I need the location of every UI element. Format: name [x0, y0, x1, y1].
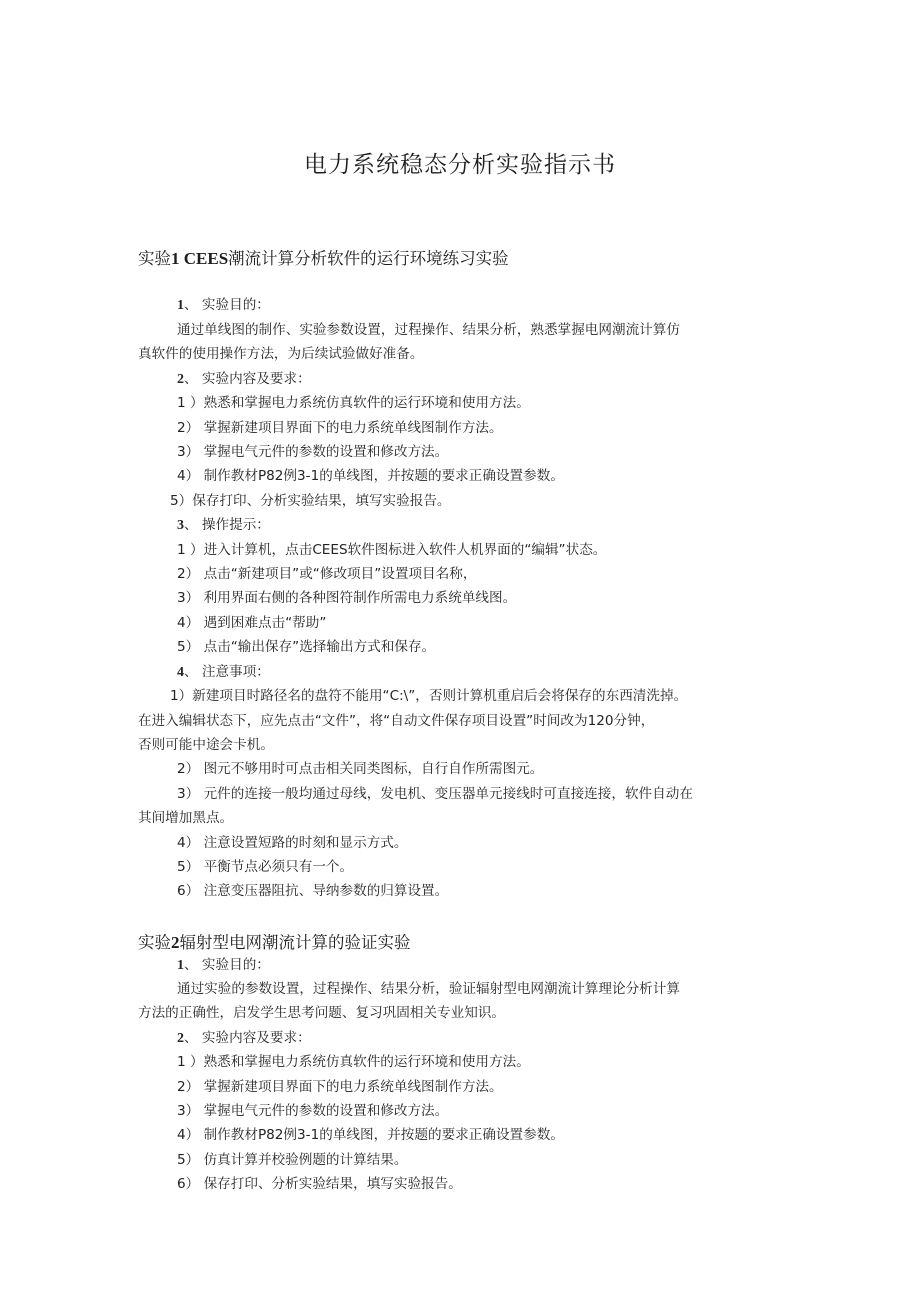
exp1-heading-rest: 潮流计算分析软件的运行环境练习实验 — [228, 249, 509, 268]
exp1-note1-line2: 在进入编辑状态下，应先点击“文件”，将“自动文件保存项目设置”时间改为120分钟， — [138, 713, 655, 729]
exp2-section1-header — [177, 955, 270, 976]
section-label: 、 实验内容及要求： — [184, 1030, 311, 1046]
section-label: 、 实验内容及要求： — [184, 371, 311, 387]
section-number: 1 — [177, 298, 184, 313]
exp2-req-item: 4） 制作教材P82例3-1的单线图，并按题的要求正确设置参数。 — [177, 1127, 564, 1143]
exp2-heading — [138, 929, 411, 953]
exp1-req-item: 5）保存打印、分析实验结果，填写实验报告。 — [170, 493, 451, 509]
section-label: 、 实验目的： — [184, 297, 270, 313]
exp2-heading-num: 2 — [171, 933, 180, 952]
exp1-tip-item: 4） 遇到困难点击“帮助” — [177, 615, 327, 631]
exp1-req-item: 2） 掌握新建项目界面下的电力系统单线图制作方法。 — [177, 420, 503, 436]
exp2-req-item: 2） 掌握新建项目界面下的电力系统单线图制作方法。 — [177, 1079, 503, 1095]
document-title: 电力系统稳态分析实验指示书 — [304, 152, 616, 178]
exp1-note3-line1: 3） 元件的连接一般均通过母线，发电机、变压器单元接线时可直接连接，软件自动在 — [177, 786, 693, 802]
exp1-note6: 6） 注意变压器阻抗、导纳参数的归算设置。 — [177, 883, 449, 899]
section-number: 1 — [177, 958, 184, 973]
exp1-req-item: 3） 掌握电气元件的参数的设置和修改方法。 — [177, 444, 449, 460]
section-label: 、 操作提示： — [184, 517, 270, 533]
exp1-note1-line3: 否则可能中途会卡机。 — [138, 737, 274, 753]
exp2-req-item: 1 ）熟悉和掌握电力系统仿真软件的运行环境和使用方法。 — [177, 1054, 530, 1070]
exp1-tip-item: 1 ）进入计算机，点击CEES软件图标进入软件人机界面的“编辑”状态。 — [177, 542, 607, 558]
exp1-section1-header — [177, 295, 270, 316]
exp1-purpose-line2: 真软件的使用操作方法，为后续试验做好准备。 — [138, 346, 424, 362]
exp1-tip-item: 2） 点击“新建项目”或“修改项目”设置项目名称， — [177, 566, 477, 582]
section-number: 4 — [177, 665, 184, 680]
exp1-section4-header — [177, 662, 270, 683]
exp2-req-item: 5） 仿真计算并校验例题的计算结果。 — [177, 1152, 408, 1168]
exp1-section3-header — [177, 515, 270, 536]
exp2-purpose-line2: 方法的正确性，启发学生思考问题、复习巩固相关专业知识。 — [138, 1005, 506, 1021]
exp1-note2: 2） 图元不够用时可点击相关同类图标，自行自作所需图元。 — [177, 761, 544, 777]
exp1-tip-item: 5） 点击“输出保存”选择输出方式和保存。 — [177, 639, 436, 655]
exp1-heading-num: 1 CEES — [171, 249, 229, 268]
exp2-purpose-line1: 通过实验的参数设置，过程操作、结果分析，验证辐射型电网潮流计算理论分析计算 — [177, 981, 680, 997]
section-number: 2 — [177, 1031, 184, 1046]
exp1-heading-prefix: 实验 — [138, 249, 171, 268]
exp2-heading-rest: 辐射型电网潮流计算的验证实验 — [179, 933, 411, 952]
exp1-tip-item: 3） 利用界面右侧的各种图符制作所需电力系统单线图。 — [177, 590, 517, 606]
exp2-section2-header — [177, 1028, 311, 1049]
exp2-req-item: 3） 掌握电气元件的参数的设置和修改方法。 — [177, 1103, 449, 1119]
exp2-heading-prefix: 实验 — [138, 933, 171, 952]
exp1-note4: 4） 注意设置短路的时刻和显示方式。 — [177, 835, 408, 851]
exp1-req-item: 4） 制作教材P82例3-1的单线图，并按题的要求正确设置参数。 — [177, 468, 564, 484]
exp1-req-item: 1 ）熟悉和掌握电力系统仿真软件的运行环境和使用方法。 — [177, 395, 530, 411]
section-number: 2 — [177, 372, 184, 387]
section-label: 、 注意事项： — [184, 664, 270, 680]
exp1-heading — [138, 245, 509, 269]
section-label: 、 实验目的： — [184, 957, 270, 973]
section-number: 3 — [177, 518, 184, 533]
exp2-req-item: 6） 保存打印、分析实验结果，填写实验报告。 — [177, 1176, 462, 1192]
exp1-note1-line1: 1）新建项目时路径名的盘符不能用“C:\”，否则计算机重启后会将保存的东西清洗掉。 — [170, 688, 688, 704]
exp1-purpose-line1: 通过单线图的制作、实验参数设置，过程操作、结果分析，熟悉掌握电网潮流计算仿 — [177, 322, 680, 338]
exp1-note3-line2: 其间增加黑点。 — [138, 810, 234, 826]
exp1-note5: 5） 平衡节点必须只有一个。 — [177, 859, 354, 875]
exp1-section2-header — [177, 369, 311, 390]
